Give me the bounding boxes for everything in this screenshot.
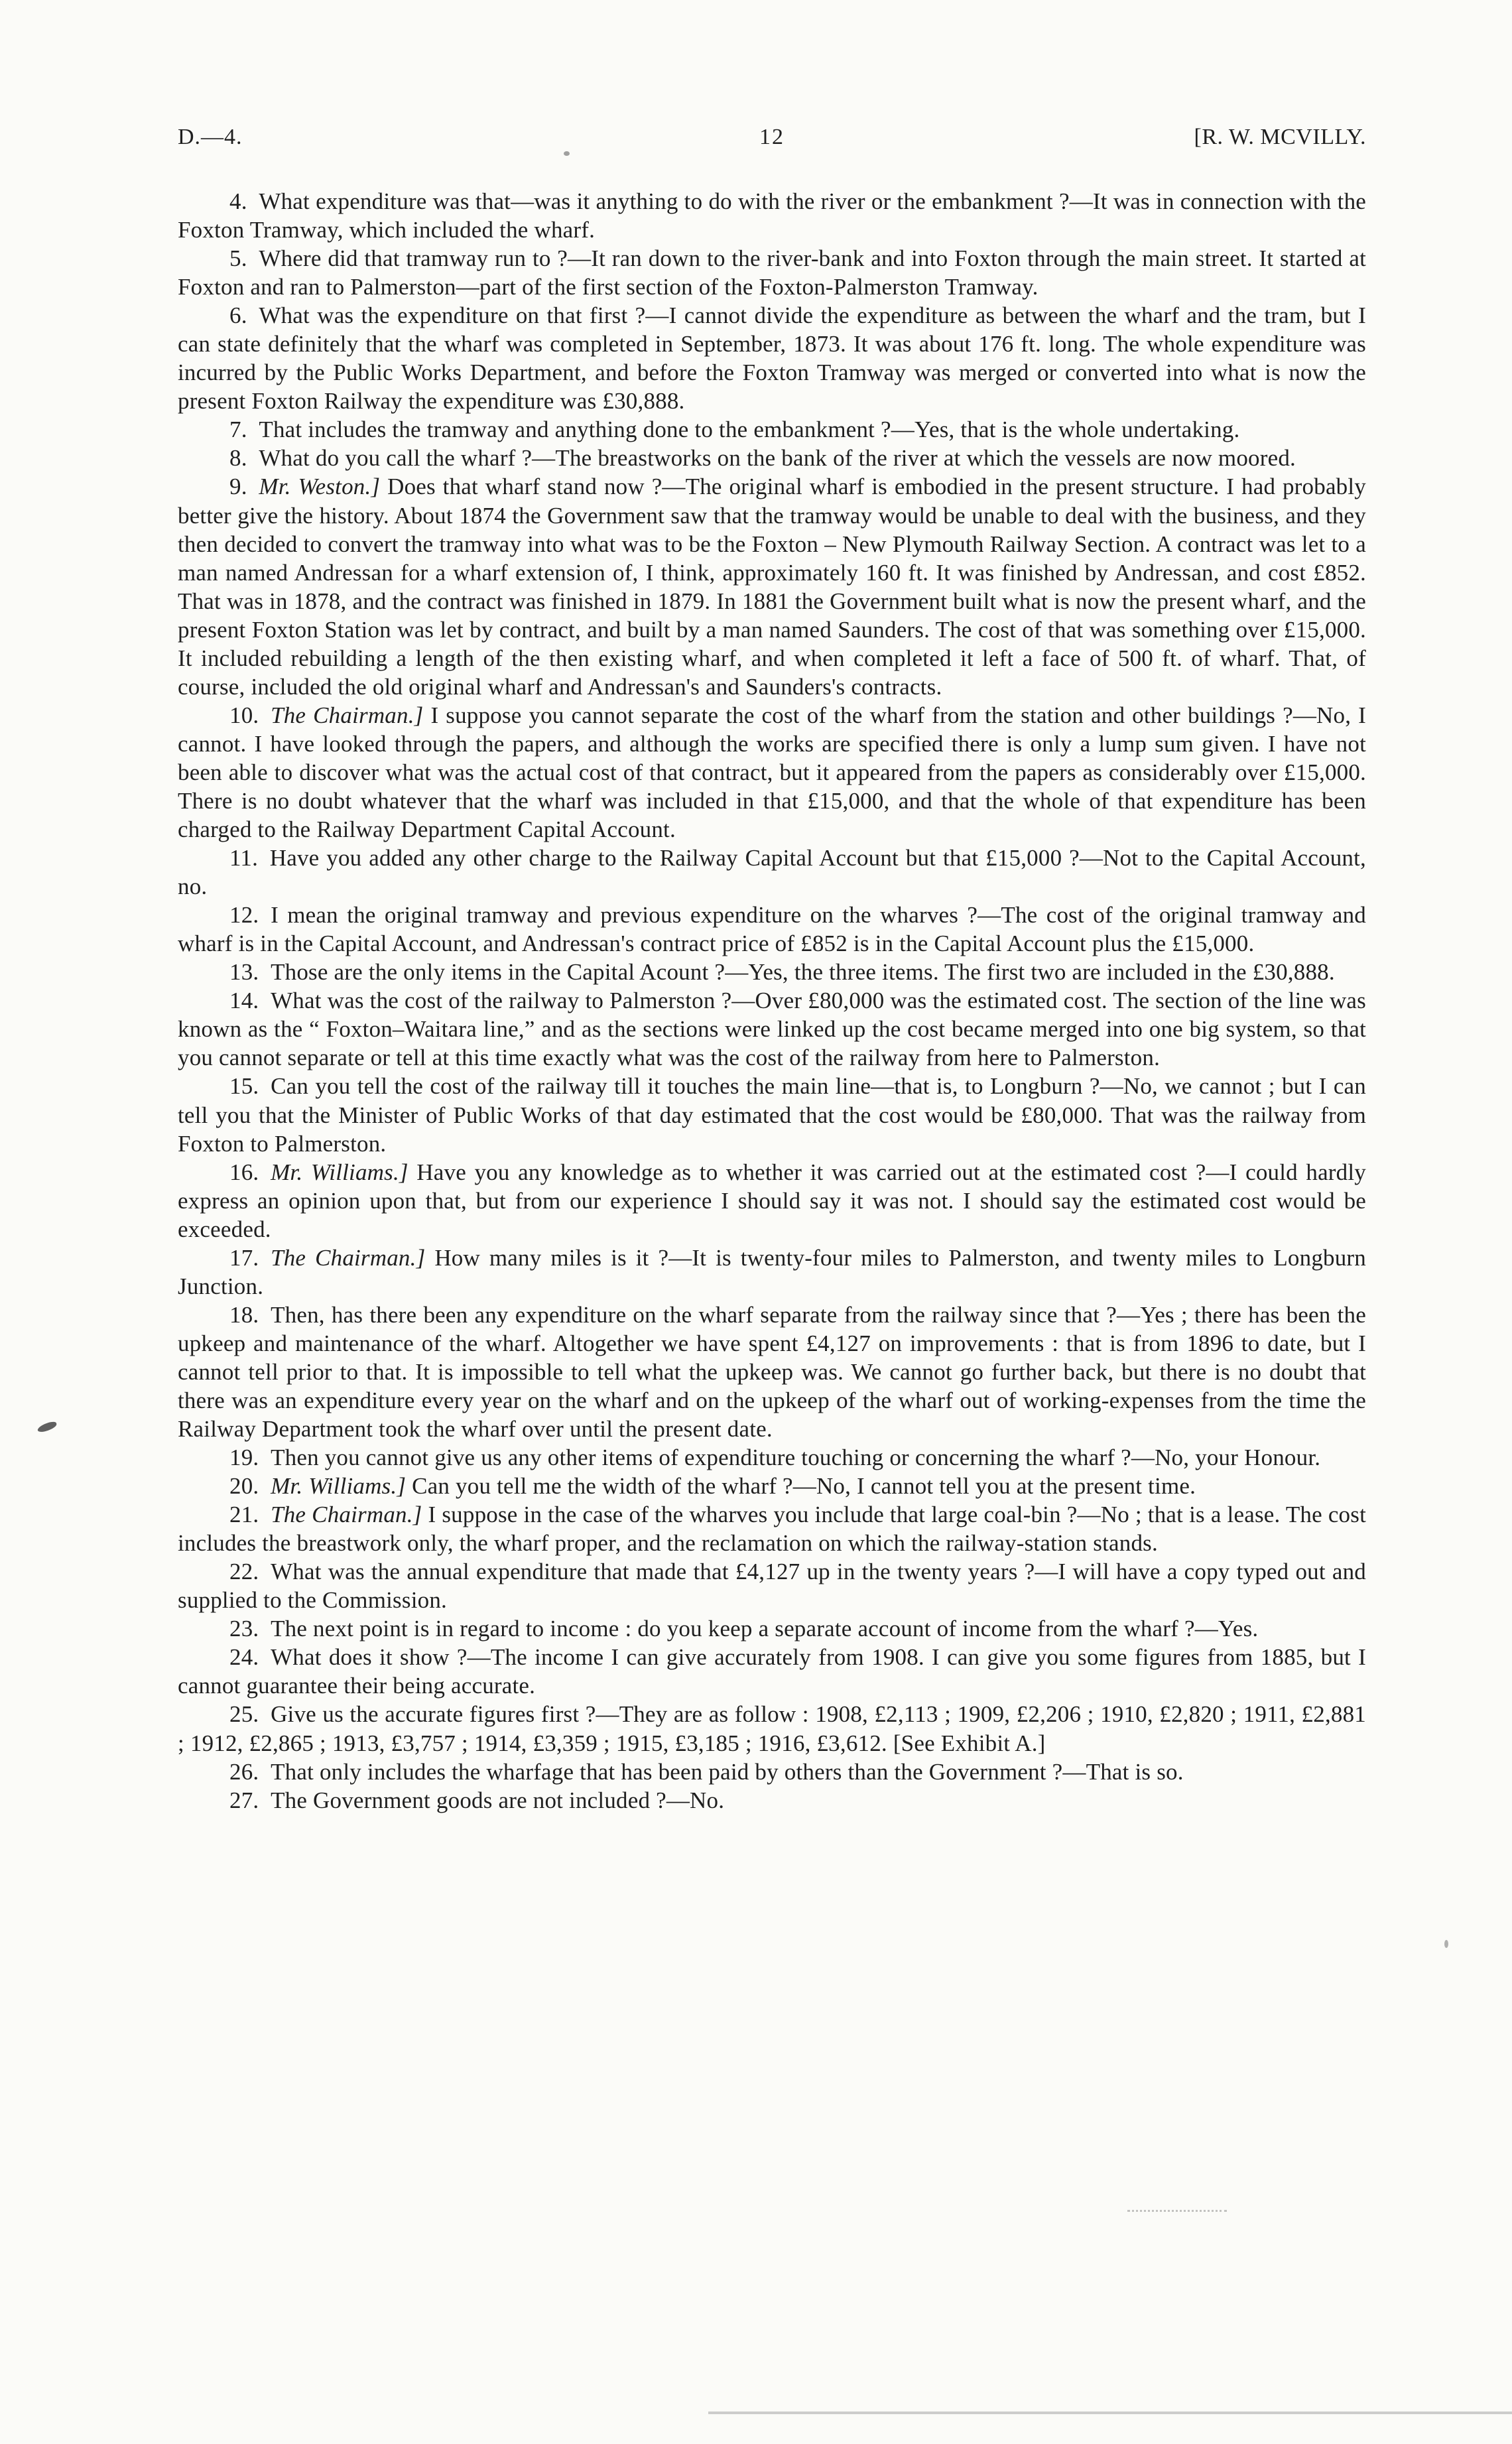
qa-text: What was the annual expenditure that made that £4,127 up in the twenty years ?—I will have a copy typed out and supplied to the Commission.: [178, 1559, 1366, 1614]
qa-text: I mean the original tramway and previous expenditure on the wharves ?—The cost of the original tramway and wharf is in the Capital Account, and Andressan's contract price of £852 is in the Capital Account plus the £15,000.: [178, 902, 1366, 957]
qa-paragraph: [178, 187, 1366, 244]
qa-text: I suppose in the case of the wharves you include that large coal-bin ?—No ; that is a lease. The cost includes the breastwork only, the wharf proper, and the reclamation on which the railway-station stands.: [178, 1502, 1367, 1557]
question-number: 13.: [229, 959, 271, 986]
qa-text: Those are the only items in the Capital Acount ?—Yes, the three items. The first two are included in the £30,888.: [271, 959, 1335, 986]
qa-paragraph: [178, 701, 1366, 844]
qa-text: The next point is in regard to income : do you keep a separate account of income from the wharf ?—Yes.: [271, 1616, 1259, 1642]
qa-text: Give us the accurate figures first ?—They are as follow : 1908, £2,113 ; 1909, £2,206 ; 1910, £2,820 ; 1911, £2,881 ; 1912, £2,865 ; 1913, £3,757 ; 1914, £3,359 ; 1915, £3,185 ; 1916, £3,612. [See Exhibit A.]: [178, 1701, 1366, 1756]
document-reference: D.—4.: [178, 125, 243, 149]
qa-text: Then, has there been any expenditure on the wharf separate from the railway since that ?—Yes ; there has been the upkeep and maintenance of the wharf. Altogether we have spent £4,127 on improvements : that is from 1896 to date, but I cannot tell prior to that. It is impossible to tell what the upkeep was. We cannot go further back, but there is no doubt that there was an expenditure every year on the wharf and on the upkeep of the wharf out of working-expenses from the time the Railway Department took the wharf over until the present date.: [178, 1301, 1366, 1443]
qa-paragraph: [178, 1158, 1366, 1244]
question-number: 6.: [229, 302, 259, 329]
question-number: 21.: [229, 1502, 271, 1528]
qa-paragraph: [178, 1700, 1366, 1757]
question-number: 26.: [229, 1758, 271, 1785]
qa-text: What expenditure was that—was it anything to do with the river or the embankment ?—It was in connection with the Foxton Tramway, which included the wharf.: [178, 188, 1366, 243]
speaker-name: Mr. Williams.]: [271, 1159, 417, 1185]
question-number: 8.: [229, 445, 259, 472]
question-number: 4.: [229, 188, 259, 214]
scan-edge-line: [708, 2412, 1512, 2414]
question-number: 25.: [229, 1701, 271, 1728]
qa-paragraph: [178, 444, 1366, 472]
question-number: 11.: [229, 845, 270, 871]
witness-name: [R. W. MCVILLY.: [1194, 125, 1366, 149]
ink-speck: [564, 151, 570, 156]
qa-text: I suppose you cannot separate the cost of the wharf from the station and other buildings ?—No, I cannot. I have looked through the papers, and although the works are specified there is only a lump sum given. I have not been able to discover what was the actual cost of that contract, but it appeared from the papers as considerably over £15,000. There is no doubt whatever that the wharf was included in that £15,000, and that the whole of that expenditure has been charged to the Railway Department Capital Account.: [178, 702, 1366, 843]
qa-text: That only includes the wharfage that has been paid by others than the Government ?—That is so.: [271, 1758, 1184, 1785]
question-number: 17.: [229, 1244, 271, 1271]
qa-paragraph: [178, 1614, 1366, 1643]
qa-text: What does it show ?—The income I can give accurately from 1908. I can give you some figures from 1885, but I cannot guarantee their being accurate.: [178, 1644, 1366, 1699]
qa-paragraph: [178, 472, 1366, 700]
question-number: 27.: [229, 1787, 271, 1813]
qa-paragraph: [178, 1643, 1366, 1700]
qa-paragraph: [178, 1500, 1366, 1557]
question-number: 7.: [229, 417, 259, 443]
qa-paragraph: [178, 415, 1366, 444]
speaker-name: The Chairman.]: [271, 702, 431, 728]
question-number: 20.: [229, 1473, 271, 1500]
question-number: 9.: [229, 474, 259, 500]
question-number: 15.: [229, 1073, 271, 1100]
qa-paragraph: [178, 901, 1366, 958]
question-number: 22.: [229, 1559, 271, 1585]
qa-paragraph: [178, 958, 1366, 986]
qa-text: Then you cannot give us any other items of expenditure touching or concerning the wharf ?—No, your Honour.: [271, 1445, 1321, 1471]
qa-paragraph: [178, 1072, 1366, 1157]
question-number: 18.: [229, 1301, 271, 1328]
qa-text: Where did that tramway run to ?—It ran down to the river-bank and into Foxton through the main street. It started at Foxton and ran to Palmerston—part of the first section of the Foxton-Palmerston Tramway.: [178, 245, 1366, 300]
qa-text: The Government goods are not included ?—No.: [271, 1787, 725, 1813]
question-number: 19.: [229, 1445, 271, 1471]
qa-paragraph: [178, 844, 1366, 901]
qa-paragraph: [178, 1472, 1366, 1500]
qa-paragraph: [178, 1786, 1366, 1815]
scan-artifact-dots: [1127, 2210, 1227, 2212]
qa-paragraph: [178, 1443, 1366, 1472]
question-number: 5.: [229, 245, 259, 272]
ink-smudge: [36, 1421, 58, 1434]
question-number: 24.: [229, 1644, 271, 1671]
question-number: 23.: [229, 1616, 271, 1642]
qa-text: Can you tell me the width of the wharf ?—No, I cannot tell you at the present time.: [412, 1473, 1196, 1500]
qa-paragraph: [178, 1557, 1366, 1614]
page-number: 12: [759, 125, 785, 149]
question-number: 14.: [229, 988, 271, 1014]
ink-speck: [1444, 1940, 1448, 1948]
qa-paragraph: [178, 244, 1366, 301]
qa-text: What was the cost of the railway to Palmerston ?—Over £80,000 was the estimated cost. The section of the line was known as the “ Foxton–Waitara line,” and as the sections were linked up the cost became merged into one big system, so that you cannot separate or tell at this time exactly what was the cost of the railway from here to Palmerston.: [178, 988, 1366, 1071]
qa-paragraph: [178, 1244, 1366, 1301]
speaker-name: The Chairman.]: [271, 1502, 428, 1528]
qa-text: Have you any knowledge as to whether it was carried out at the estimated cost ?—I could hardly express an opinion upon that, but from our experience I should say it was not. I should say the estimated cost would be exceeded.: [178, 1159, 1366, 1242]
qa-paragraph: [178, 1758, 1366, 1786]
question-number: 12.: [229, 902, 271, 929]
qa-paragraph: [178, 1301, 1366, 1443]
question-number: 16.: [229, 1159, 271, 1185]
qa-text: Does that wharf stand now ?—The original wharf is embodied in the present structure. I had probably better give the history. About 1874 the Government saw that the tramway would be unable to deal with the business, and they then decided to convert the tramway into what was to be the Foxton – New Plymouth Railway Section. A contract was let to a man named Andressan for a wharf extension of, I think, approximately 160 ft. It was finished by Andressan, and cost £852. That was in 1878, and the contract was finished in 1879. In 1881 the Government built what is now the present wharf, and the present Foxton Station was let by contract, and built by a man named Saunders. The cost of that was something over £15,000. It included rebuilding a length of the then existing wharf, and when completed it left a face of 500 ft. of wharf. That, of course, included the old original wharf and Andressan's and Saunders's contracts.: [178, 474, 1366, 700]
qa-text: What was the expenditure on that first ?—I cannot divide the expenditure as between the wharf and the tram, but I can state definitely that the wharf was completed in September, 1873. It was about 176 ft. long. The whole expenditure was incurred by the Public Works Department, and before the Foxton Tramway was merged or converted into what is now the present Foxton Railway the expenditure was £30,888.: [178, 302, 1366, 415]
qa-text: Can you tell the cost of the railway till it touches the main line—that is, to Longburn ?—No, we cannot ; but I can tell you that the Minister of Public Works of that day estimated that the cost would be £80,000. That was the railway from Foxton to Palmerston.: [178, 1073, 1366, 1157]
qa-text: That includes the tramway and anything done to the embankment ?—Yes, that is the whole undertaking.: [259, 417, 1240, 443]
testimony-body: [178, 187, 1366, 1815]
qa-paragraph: [178, 986, 1366, 1072]
qa-text: How many miles is it ?—It is twenty-four miles to Palmerston, and twenty miles to Longburn Junction.: [178, 1244, 1366, 1299]
speaker-name: Mr. Williams.]: [271, 1473, 412, 1500]
speaker-name: The Chairman.]: [271, 1244, 435, 1271]
qa-text: Have you added any other charge to the Railway Capital Account but that £15,000 ?—Not to the Capital Account, no.: [178, 845, 1366, 900]
qa-text: What do you call the wharf ?—The breastworks on the bank of the river at which the vessels are now moored.: [259, 445, 1296, 472]
qa-paragraph: [178, 301, 1366, 415]
speaker-name: Mr. Weston.]: [259, 474, 388, 500]
question-number: 10.: [229, 702, 271, 728]
